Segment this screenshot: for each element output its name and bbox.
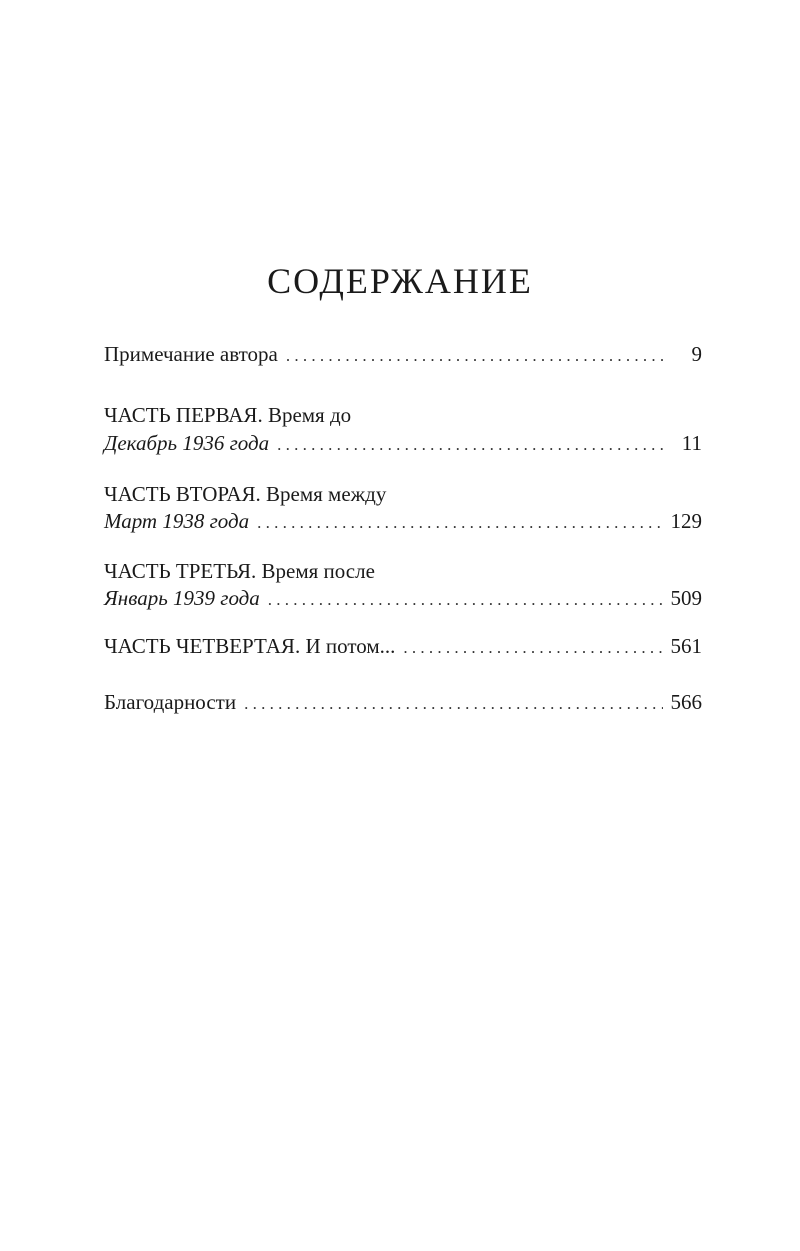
toc-entry-label: ЧАСТЬ ЧЕТВЕРТАЯ. И потом... <box>104 634 396 658</box>
dot-leader <box>268 585 663 615</box>
toc-page-number: 509 <box>670 586 702 610</box>
toc-page-number: 9 <box>691 342 702 366</box>
toc-entry-label: Январь 1939 года <box>104 586 260 610</box>
dot-leader <box>286 341 666 371</box>
toc-entry-part-4[interactable] <box>104 631 702 661</box>
toc-entry-label: Март 1938 года <box>104 509 250 533</box>
dot-leader <box>403 633 662 663</box>
part-heading-3: ЧАСТЬ ТРЕТЬЯ. Время после <box>104 559 375 583</box>
part-heading-2: ЧАСТЬ ВТОРАЯ. Время между <box>104 482 387 506</box>
toc-entry-part-1[interactable] <box>104 428 702 458</box>
toc-page-number: 11 <box>681 431 702 455</box>
toc-page-number: 566 <box>670 690 702 714</box>
dot-leader <box>244 689 662 719</box>
toc-page-number: 129 <box>670 509 702 533</box>
toc-entry-part-2[interactable] <box>104 506 702 536</box>
toc-entry-author-note[interactable] <box>104 339 702 369</box>
page-title: СОДЕРЖАНИЕ <box>267 261 533 301</box>
toc-entry-label: Примечание автора <box>104 342 278 366</box>
toc-entry-label: Благодарности <box>104 690 237 714</box>
toc-entry-label: Декабрь 1936 года <box>104 431 270 455</box>
part-heading-1: ЧАСТЬ ПЕРВАЯ. Время до <box>104 403 352 427</box>
toc-page-number: 561 <box>670 634 702 658</box>
dot-leader <box>257 508 662 538</box>
toc-entry-thanks[interactable] <box>104 687 702 717</box>
toc-entry-part-3[interactable] <box>104 583 702 613</box>
dot-leader <box>277 430 666 460</box>
